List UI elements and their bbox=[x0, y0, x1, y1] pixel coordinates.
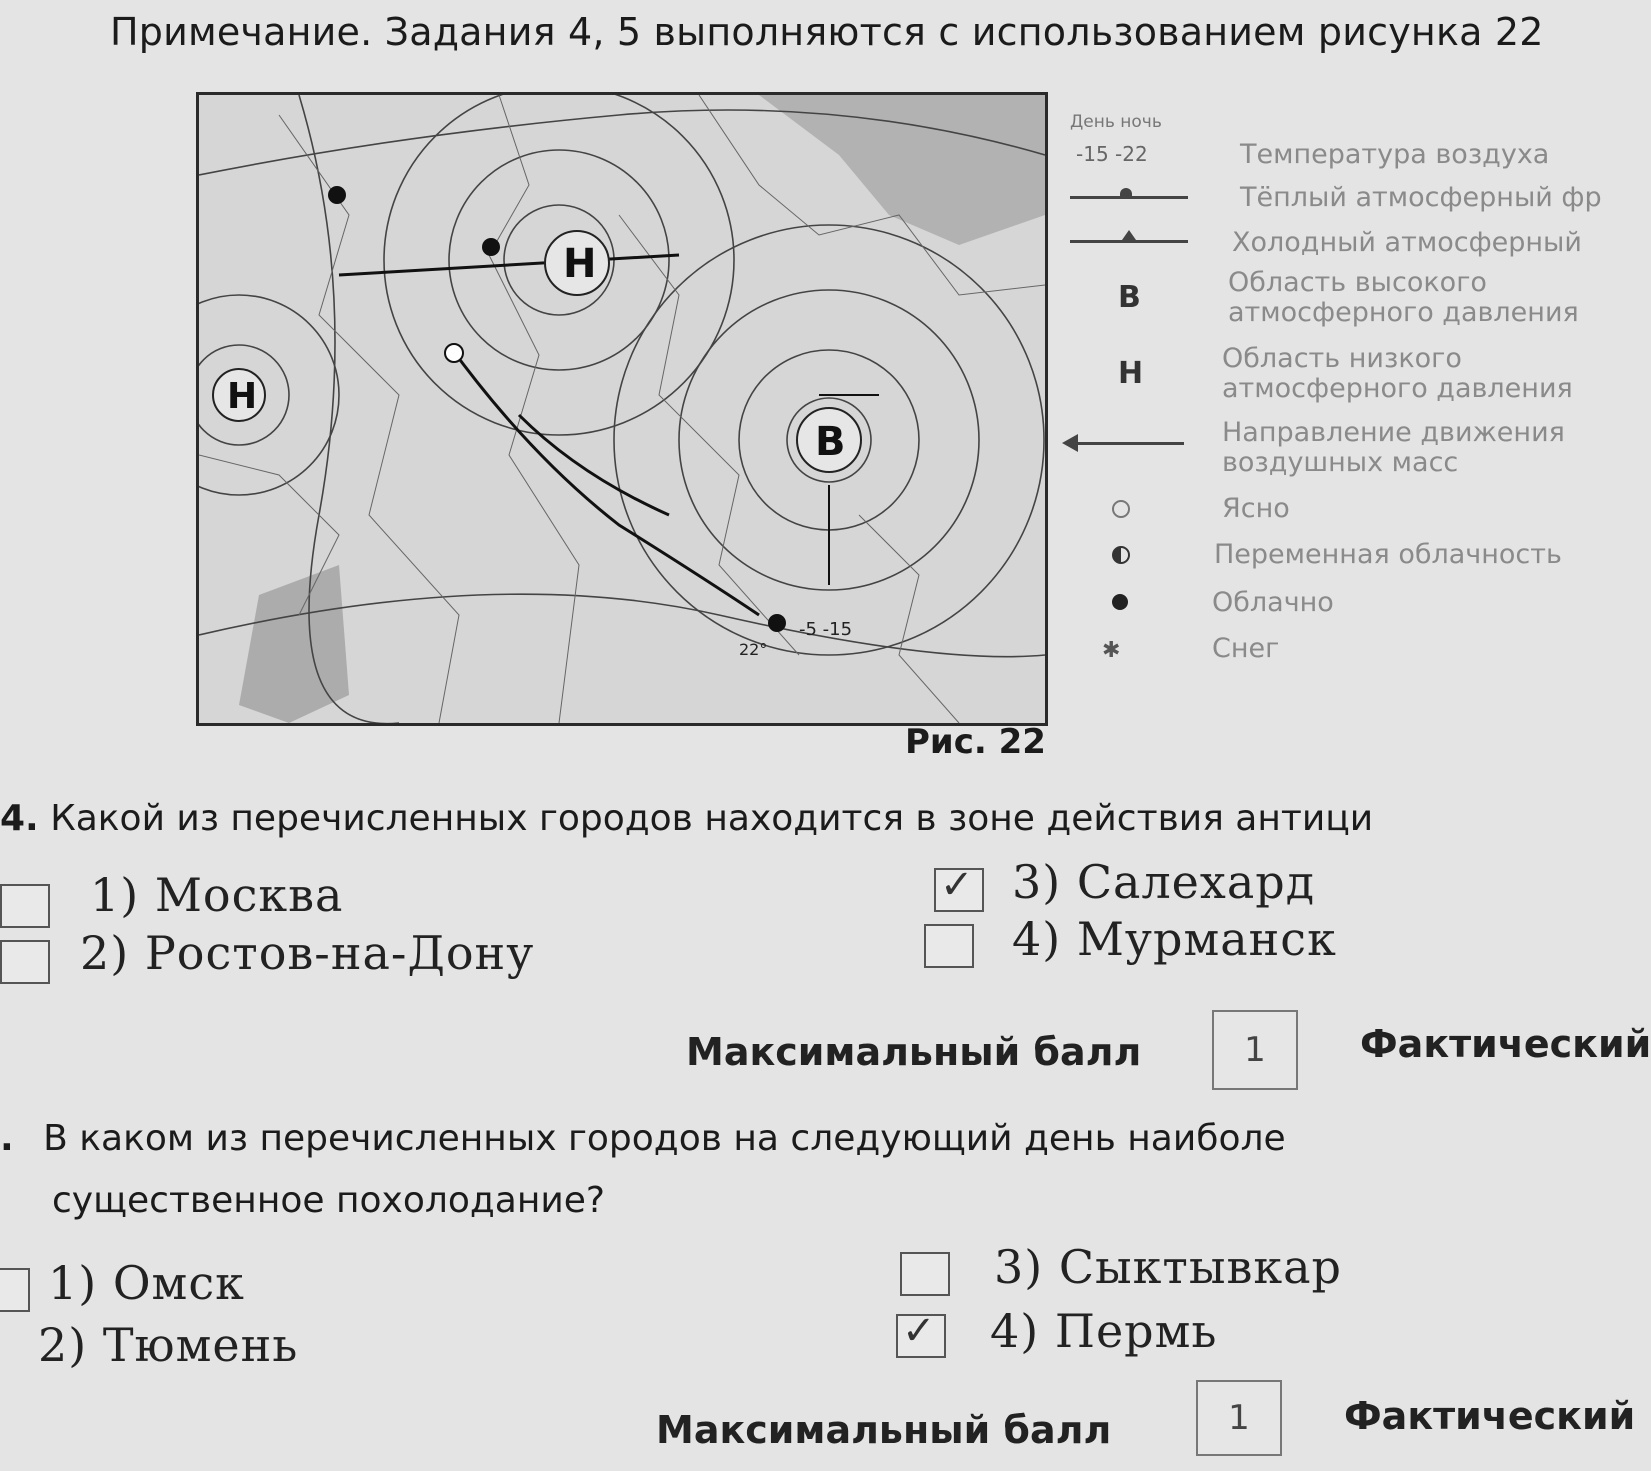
arrow-head-icon bbox=[1062, 434, 1078, 452]
q5-option-4-label: 4) Пермь bbox=[990, 1304, 1218, 1358]
question-5-number: . bbox=[0, 1118, 14, 1159]
partly-cloudy-icon bbox=[1112, 546, 1130, 564]
legend-label-snow: Снег bbox=[1212, 633, 1280, 664]
clear-sky-icon bbox=[1112, 500, 1130, 518]
task-note: Примечание. Задания 4, 5 выполняются с использованием рисунка 22 bbox=[110, 10, 1544, 54]
svg-text:Н: Н bbox=[227, 376, 258, 417]
legend-label-low: Область низкого атмосферного давления bbox=[1222, 343, 1573, 404]
figure-caption: Рис. 22 bbox=[905, 722, 1046, 762]
q4-max-score-label: Максимальный балл bbox=[686, 1030, 1142, 1074]
question-4-text: Какой из перечисленных городов находится в зоне действия антици bbox=[50, 798, 1374, 839]
legend-label-clear: Ясно bbox=[1222, 493, 1290, 524]
q5-max-score-label: Максимальный балл bbox=[656, 1408, 1112, 1452]
q4-option-4-checkbox[interactable] bbox=[924, 924, 974, 968]
legend-label-temperature: Температура воздуха bbox=[1240, 139, 1550, 170]
q5-option-2-label: 2) Тюмень bbox=[38, 1318, 299, 1372]
warm-front-bump-icon bbox=[1120, 188, 1132, 198]
low-pressure-symbol: Н bbox=[1118, 356, 1144, 391]
partly-cloudy-marker bbox=[445, 344, 463, 362]
question-5-text-line1: В каком из перечисленных городов на следующий день наиболе bbox=[43, 1118, 1286, 1159]
sea-area bbox=[759, 95, 1045, 245]
legend-label-air-direction: Направление движения воздушных масс bbox=[1222, 417, 1565, 478]
legend-label-high: Область высокого атмосферного давления bbox=[1228, 267, 1579, 328]
q5-option-4-checkbox[interactable] bbox=[896, 1308, 946, 1358]
cloudy-icon bbox=[1112, 594, 1128, 610]
q4-max-score-box: 1 bbox=[1212, 1010, 1298, 1090]
sea-area-south bbox=[239, 565, 349, 723]
q4-option-3-label: 3) Салехард bbox=[1012, 855, 1316, 909]
q5-option-1-label: 1) Омск bbox=[48, 1256, 245, 1310]
q4-actual-score-label: Фактический bbox=[1360, 1022, 1651, 1066]
q5-option-3-checkbox[interactable] bbox=[900, 1252, 950, 1296]
q4-option-1-checkbox[interactable] bbox=[0, 884, 50, 928]
legend-day-night: День ночь bbox=[1070, 112, 1162, 132]
weather-map-drawing bbox=[199, 95, 1045, 723]
legend-label-warm-front: Тёплый атмосферный фр bbox=[1240, 182, 1602, 213]
q5-option-3-label: 3) Сыктывкар bbox=[994, 1240, 1342, 1294]
legend-label-partly-cloudy: Переменная облачность bbox=[1214, 539, 1562, 570]
low-pressure-2 bbox=[213, 369, 265, 421]
map-legend bbox=[1062, 108, 1651, 708]
svg-text:Н: Н bbox=[563, 241, 597, 287]
snow-icon: ✱ bbox=[1102, 638, 1121, 663]
cold-front-tooth-icon bbox=[1122, 230, 1136, 240]
high-pressure-symbol: В bbox=[1118, 280, 1141, 315]
question-4-number: 4. bbox=[0, 798, 39, 839]
cloudy-marker bbox=[328, 186, 346, 204]
temp-label: 22° bbox=[739, 640, 768, 659]
cloudy-marker bbox=[482, 238, 500, 256]
legend-temp-sample: -15 -22 bbox=[1076, 142, 1148, 166]
check-mark-icon: ✓ bbox=[940, 862, 974, 908]
q4-option-1-label: 1) Москва bbox=[90, 868, 344, 922]
q5-option-1-checkbox[interactable] bbox=[0, 1268, 30, 1312]
q4-option-2-label: 2) Ростов-на-Дону bbox=[80, 926, 535, 980]
q4-option-4-label: 4) Мурманск bbox=[1012, 912, 1337, 966]
q4-option-2-checkbox[interactable] bbox=[0, 940, 50, 984]
arrow-line-icon bbox=[1074, 442, 1184, 445]
legend-label-cold-front: Холодный атмосферный bbox=[1232, 227, 1582, 258]
question-5 bbox=[0, 1118, 1286, 1159]
q5-actual-score-label: Фактический bbox=[1344, 1394, 1636, 1438]
q5-max-score-box: 1 bbox=[1196, 1380, 1282, 1456]
question-5-text-line2: существенное похолодание? bbox=[52, 1180, 606, 1221]
temp-label: -5 -15 bbox=[799, 619, 853, 640]
svg-text:В: В bbox=[815, 419, 846, 465]
cold-front-icon bbox=[1070, 240, 1188, 243]
question-4 bbox=[0, 798, 1373, 839]
q4-option-3-checkbox[interactable] bbox=[934, 862, 984, 912]
high-pressure bbox=[797, 408, 861, 472]
low-pressure-1 bbox=[545, 231, 609, 295]
legend-label-cloudy: Облачно bbox=[1212, 587, 1334, 618]
check-mark-icon: ✓ bbox=[902, 1308, 936, 1354]
cloudy-marker bbox=[768, 614, 786, 632]
weather-map bbox=[196, 92, 1048, 726]
